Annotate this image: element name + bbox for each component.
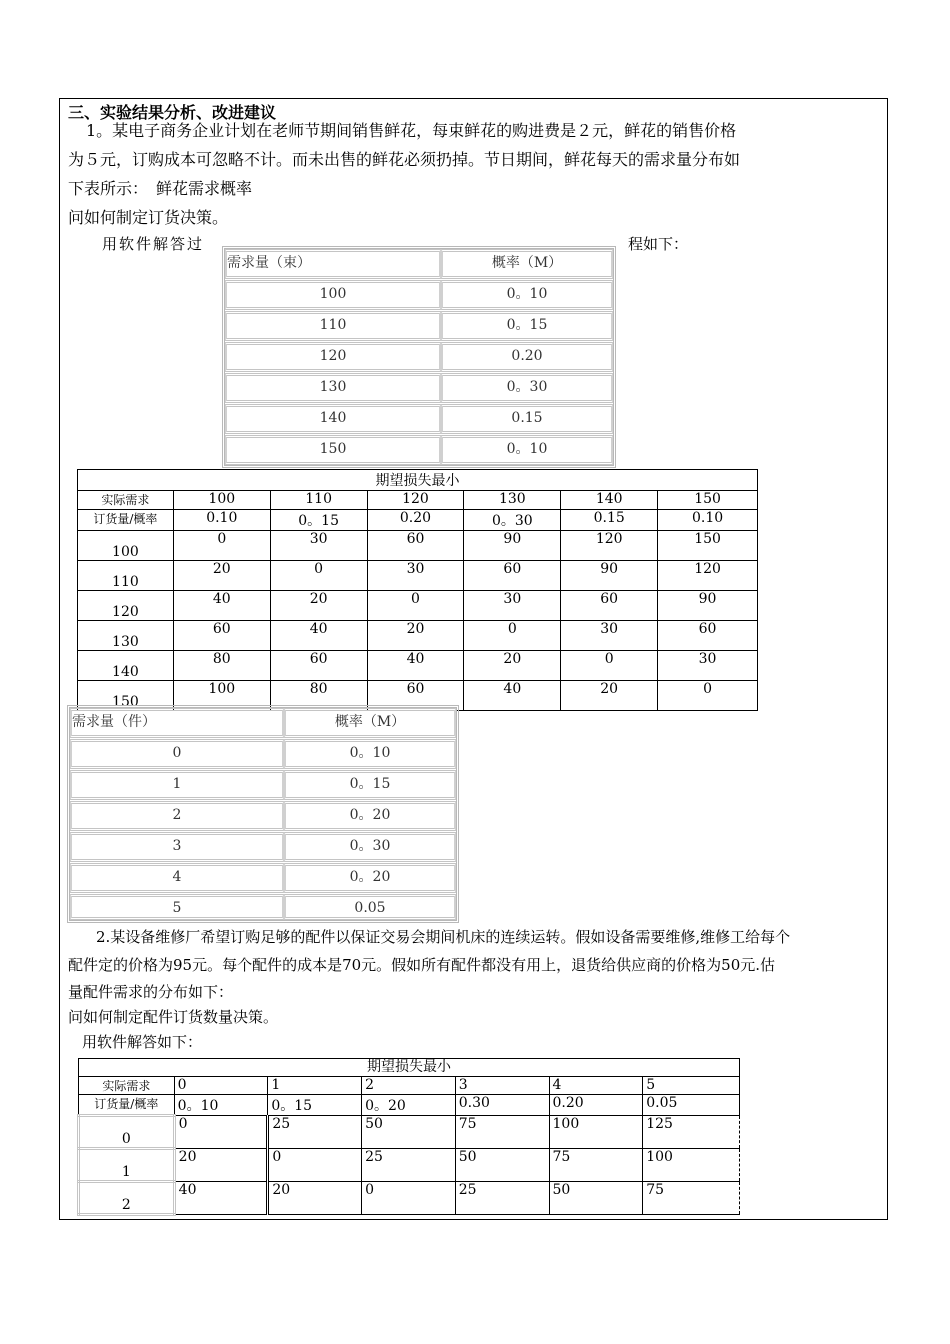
p2-line2: 配件定的价格为95元。每个配件的成本是70元。假如所有配件都没有用上，退货给供应商的价格为50元.估	[68, 956, 776, 974]
loss1-order-cell: 140	[78, 651, 174, 681]
loss1-value-cell: 20	[464, 651, 561, 681]
loss1-value-cell: 60	[464, 561, 561, 591]
p1-line1: 1。某电子商务企业计划在老师节期间销售鲜花，每束鲜花的购进费是２元，鲜花的销售价格	[86, 121, 737, 140]
loss1-title: 期望损失最小	[78, 470, 758, 491]
loss2-value-cell: 20	[174, 1149, 268, 1182]
loss1-order-cell: 100	[78, 531, 174, 561]
loss1-value-cell: 0	[270, 561, 367, 591]
parts-header-demand: 需求量（件）	[70, 708, 284, 738]
loss1-demand-cell: 140	[561, 491, 658, 510]
flower-prob-cell: 0。15	[441, 311, 613, 341]
p2-line4: 问如何制定配件订货数量决策。	[68, 1008, 279, 1026]
flower-header-prob: 概率（M）	[441, 249, 613, 279]
loss2-value-cell: 0	[174, 1116, 268, 1149]
loss1-value-cell: 20	[270, 591, 367, 621]
loss1-value-cell: 40	[367, 651, 464, 681]
parts-demand-cell: 3	[70, 832, 284, 862]
p1-line3: 下表所示： 鲜花需求概率	[68, 179, 253, 198]
parts-prob-table	[67, 705, 459, 923]
table-row	[79, 1182, 740, 1215]
loss1-order-cell: 120	[78, 591, 174, 621]
loss1-demand-cell: 110	[270, 491, 367, 510]
loss1-value-cell: 30	[367, 561, 464, 591]
loss1-label-demand: 实际需求	[78, 491, 174, 510]
loss1-value-cell: 20	[173, 561, 270, 591]
loss1-order-cell: 110	[78, 561, 174, 591]
loss1-order-cell: 150	[78, 681, 174, 711]
parts-demand-cell: 1	[70, 770, 284, 800]
flower-demand-cell: 140	[225, 404, 441, 434]
flower-header-demand: 需求量（束）	[225, 249, 441, 279]
loss1-value-cell: 120	[561, 531, 658, 561]
loss1-value-cell: 100	[173, 681, 270, 711]
p2-line3: 量配件需求的分布如下：	[68, 983, 234, 1001]
loss1-value-cell: 60	[367, 531, 464, 561]
loss1-demand-cell: 120	[367, 491, 464, 510]
loss2-value-cell: 25	[268, 1116, 362, 1149]
loss1-value-cell: 60	[367, 681, 464, 711]
section-heading: 三、实验结果分析、改进建议	[68, 103, 277, 122]
loss1-prob-cell: 0.10	[658, 510, 758, 531]
loss1-prob-cell: 0.15	[561, 510, 658, 531]
loss1-demand-cell: 150	[658, 491, 758, 510]
loss1-order-cell: 130	[78, 621, 174, 651]
loss1-value-cell: 90	[561, 561, 658, 591]
loss1-value-cell: 30	[270, 531, 367, 561]
loss1-value-cell: 120	[658, 561, 758, 591]
p1-line2: 为５元，订购成本可忽略不计。而未出售的鲜花必须扔掉。节日期间，鲜花每天的需求量分布如	[68, 150, 741, 169]
loss1-prob-cell: 0.20	[367, 510, 464, 531]
loss1-prob-cell: 0。15	[270, 510, 367, 531]
p1-line4: 问如何制定订货决策。	[68, 208, 229, 227]
loss1-value-cell: 0	[367, 591, 464, 621]
loss2-title: 期望损失最小	[79, 1059, 740, 1077]
flower-demand-cell: 100	[225, 280, 441, 310]
loss1-value-cell: 0	[658, 681, 758, 711]
loss2-prob-cell: 0。10	[174, 1095, 268, 1116]
loss1-label-order: 订货量/概率	[78, 510, 174, 531]
loss2-order-cell: 1	[79, 1149, 175, 1182]
table-row	[79, 1116, 740, 1149]
table-row	[79, 1149, 740, 1182]
loss2-order-cell: 0	[79, 1116, 175, 1149]
loss1-value-cell: 90	[464, 531, 561, 561]
loss2-prob-cell: 0。20	[362, 1095, 456, 1116]
parts-demand-cell: 0	[70, 739, 284, 769]
loss1-value-cell: 20	[561, 681, 658, 711]
loss1-demand-cell: 130	[464, 491, 561, 510]
loss2-value-cell: 0	[362, 1182, 456, 1215]
parts-prob-cell: 0。20	[284, 801, 456, 831]
loss-table-2	[77, 1058, 740, 1216]
table-row	[78, 591, 758, 621]
parts-demand-cell: 4	[70, 863, 284, 893]
loss2-value-cell: 75	[549, 1149, 643, 1182]
loss2-prob-cell: 0。15	[268, 1095, 362, 1116]
loss1-value-cell: 30	[561, 621, 658, 651]
loss1-value-cell: 60	[658, 621, 758, 651]
p2-line1: 2.某设备维修厂希望订购足够的配件以保证交易会期间机床的连续运转。假如设备需要维修,维修工给每个	[96, 928, 791, 946]
loss2-value-cell: 40	[174, 1182, 268, 1215]
flower-prob-cell: 0。10	[441, 280, 613, 310]
flower-demand-cell: 110	[225, 311, 441, 341]
loss2-demand-cell: 3	[455, 1077, 549, 1095]
flower-prob-table	[222, 246, 616, 468]
flower-prob-cell: 0。30	[441, 373, 613, 403]
parts-prob-cell: 0。10	[284, 739, 456, 769]
parts-prob-cell: 0.05	[284, 894, 456, 920]
table-row	[78, 621, 758, 651]
loss2-label-demand: 实际需求	[79, 1077, 175, 1095]
loss2-value-cell: 50	[455, 1149, 549, 1182]
parts-header-prob: 概率（M）	[284, 708, 456, 738]
loss2-demand-cell: 5	[643, 1077, 740, 1095]
flower-prob-cell: 0。10	[441, 435, 613, 465]
loss-table-1	[77, 469, 758, 711]
loss2-demand-cell: 1	[268, 1077, 362, 1095]
loss1-value-cell: 60	[561, 591, 658, 621]
flower-demand-cell: 130	[225, 373, 441, 403]
loss1-value-cell: 0	[173, 531, 270, 561]
loss2-value-cell: 50	[362, 1116, 456, 1149]
parts-prob-cell: 0。30	[284, 832, 456, 862]
loss1-prob-cell: 0.10	[173, 510, 270, 531]
loss1-value-cell: 150	[658, 531, 758, 561]
flower-demand-cell: 120	[225, 342, 441, 372]
loss1-value-cell: 0	[561, 651, 658, 681]
table-row	[78, 561, 758, 591]
loss2-value-cell: 25	[362, 1149, 456, 1182]
table-row	[78, 531, 758, 561]
loss1-value-cell: 80	[270, 681, 367, 711]
loss2-label-order: 订货量/概率	[79, 1095, 175, 1116]
loss1-value-cell: 30	[658, 651, 758, 681]
loss1-value-cell: 40	[270, 621, 367, 651]
loss1-value-cell: 80	[173, 651, 270, 681]
loss1-value-cell: 30	[464, 591, 561, 621]
loss1-prob-cell: 0。30	[464, 510, 561, 531]
loss1-value-cell: 40	[464, 681, 561, 711]
loss1-value-cell: 40	[173, 591, 270, 621]
parts-demand-cell: 5	[70, 894, 284, 920]
flower-prob-cell: 0.15	[441, 404, 613, 434]
loss2-prob-cell: 0.20	[549, 1095, 643, 1116]
loss2-value-cell: 25	[455, 1182, 549, 1215]
flower-prob-cell: 0.20	[441, 342, 613, 372]
loss2-value-cell: 125	[643, 1116, 740, 1149]
loss1-value-cell: 20	[367, 621, 464, 651]
loss2-demand-cell: 4	[549, 1077, 643, 1095]
table-row	[78, 651, 758, 681]
loss1-value-cell: 60	[173, 621, 270, 651]
loss2-value-cell: 20	[268, 1182, 362, 1215]
loss2-value-cell: 75	[455, 1116, 549, 1149]
loss2-demand-cell: 2	[362, 1077, 456, 1095]
p1-software-left: 用软件解答过	[102, 235, 205, 253]
loss1-demand-cell: 100	[173, 491, 270, 510]
loss2-prob-cell: 0.30	[455, 1095, 549, 1116]
parts-prob-cell: 0。20	[284, 863, 456, 893]
loss2-value-cell: 100	[549, 1116, 643, 1149]
loss2-demand-cell: 0	[174, 1077, 268, 1095]
loss2-prob-cell: 0.05	[643, 1095, 740, 1116]
loss2-value-cell: 100	[643, 1149, 740, 1182]
flower-demand-cell: 150	[225, 435, 441, 465]
loss2-value-cell: 75	[643, 1182, 740, 1215]
loss1-value-cell: 60	[270, 651, 367, 681]
p1-software-right: 程如下：	[628, 235, 689, 253]
parts-demand-cell: 2	[70, 801, 284, 831]
loss2-value-cell: 50	[549, 1182, 643, 1215]
loss1-value-cell: 90	[658, 591, 758, 621]
loss2-order-cell: 2	[79, 1182, 175, 1215]
loss2-value-cell: 0	[268, 1149, 362, 1182]
loss1-value-cell: 0	[464, 621, 561, 651]
p2-line5: 用软件解答如下：	[82, 1033, 203, 1051]
parts-prob-cell: 0。15	[284, 770, 456, 800]
